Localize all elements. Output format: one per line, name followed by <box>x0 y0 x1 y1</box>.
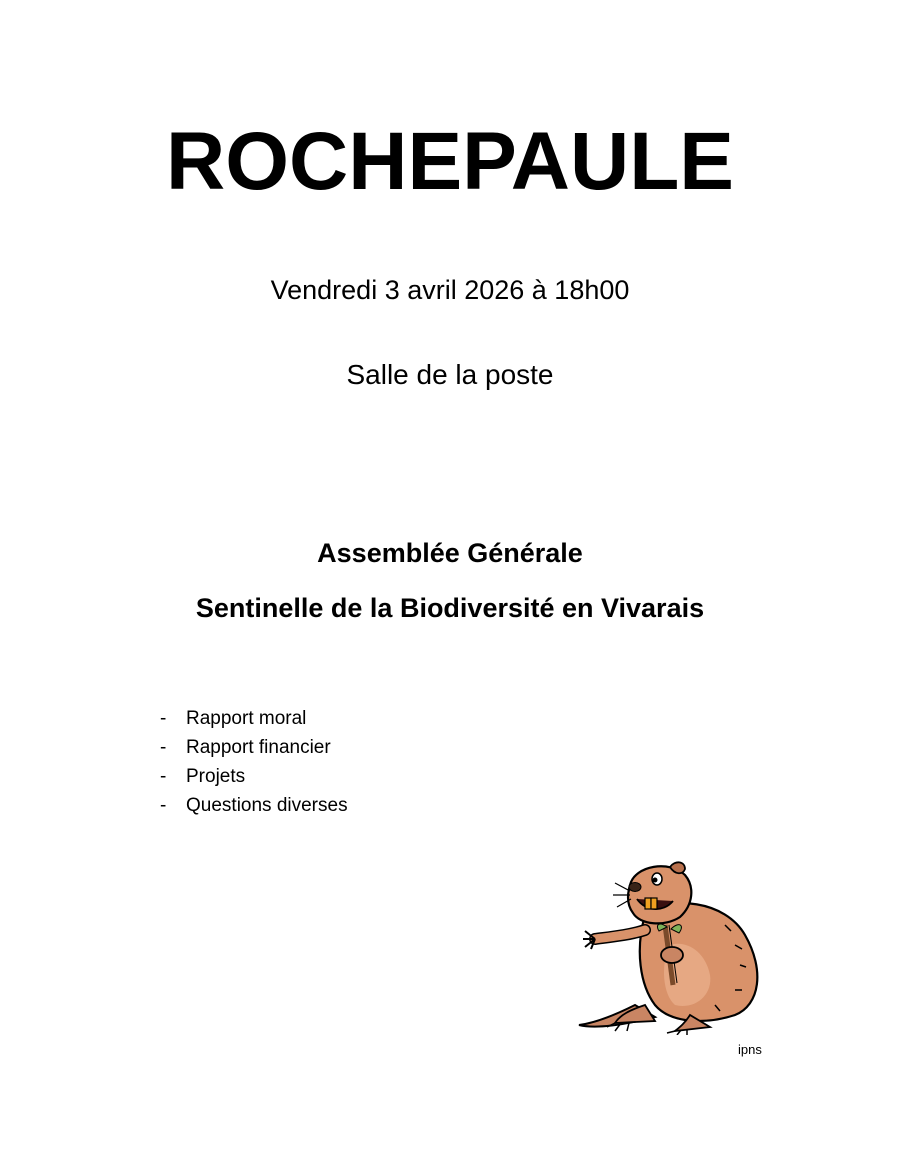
agenda-item-label: Projets <box>186 766 246 787</box>
agenda-item-label: Rapport financier <box>186 737 331 758</box>
event-heading: Assemblée Générale <box>317 538 583 568</box>
bullet-dash: - <box>160 737 167 758</box>
agenda-list <box>160 704 348 820</box>
event-venue: Salle de la poste <box>346 359 554 390</box>
beaver-illustration <box>575 855 770 1035</box>
agenda-item-label: Rapport moral <box>186 708 307 729</box>
bullet-dash: - <box>160 766 167 787</box>
agenda-item-label: Questions diverses <box>186 795 348 816</box>
agenda-item <box>160 791 348 820</box>
organization-name: Sentinelle de la Biodiversité en Vivarais <box>195 593 705 623</box>
page-title: ROCHEPAULE <box>166 116 734 207</box>
agenda-item <box>160 762 348 791</box>
agenda-item <box>160 733 348 762</box>
footer-note: ipns <box>738 1042 762 1057</box>
bullet-dash: - <box>160 795 167 816</box>
agenda-item <box>160 704 348 733</box>
bullet-dash: - <box>160 708 167 729</box>
event-date: Vendredi 3 avril 2026 à 18h00 <box>270 275 630 305</box>
